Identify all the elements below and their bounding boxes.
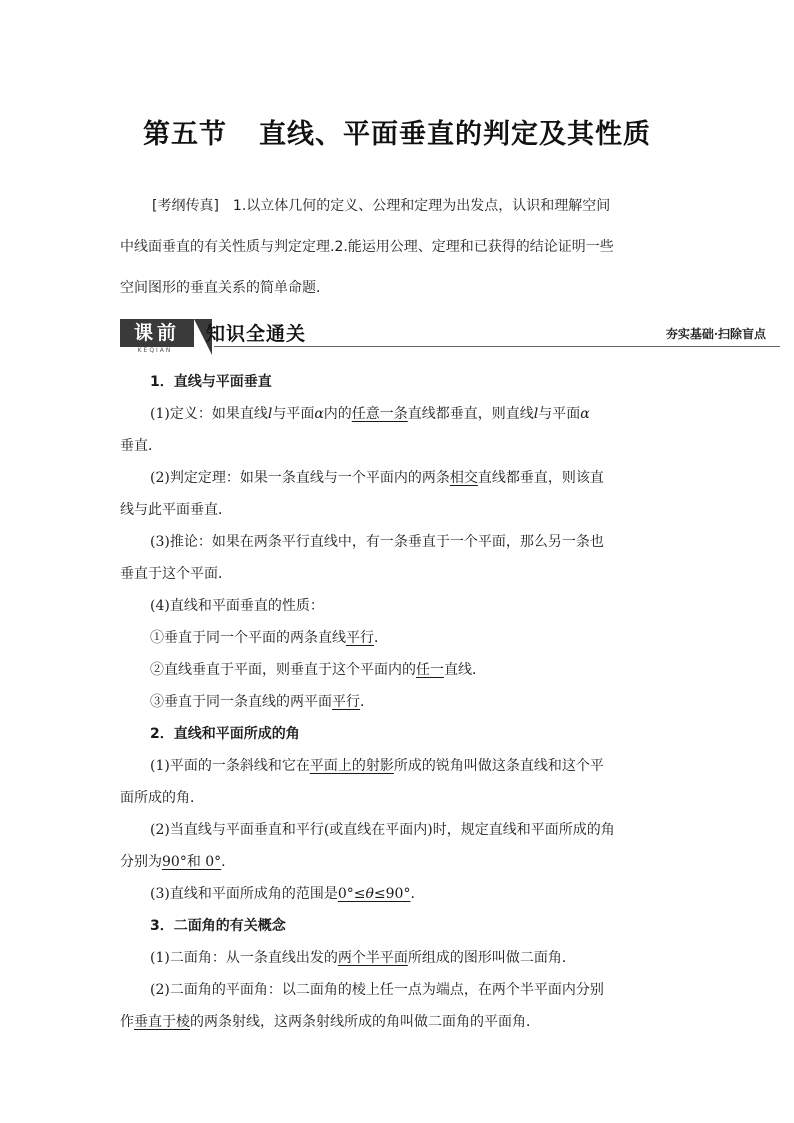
answer-underline: 相交 — [449, 470, 478, 486]
paragraph-dihedral-plane-angle: (2)二面角的平面角：以二面角的棱上任一点为端点，在两个半平面内分别 — [150, 982, 604, 998]
page-title — [0, 112, 794, 151]
paragraph-definition-cont: 垂直． — [120, 438, 162, 454]
answer-underline: 垂直于棱 — [134, 1014, 190, 1030]
paragraph-corollary-cont: 垂直于这个平面． — [120, 566, 232, 582]
answer-underline: 平行 — [346, 630, 374, 646]
section-heading-1: 1．直线与平面垂直 — [150, 374, 272, 390]
banner-badge-pinyin: KEQIAN — [137, 347, 173, 354]
paragraph-theorem-cont: 线与此平面垂直． — [120, 502, 232, 518]
answer-underline: 平行 — [332, 694, 360, 710]
paragraph-angle-def-cont: 面所成的角． — [120, 790, 204, 806]
section-banner — [118, 315, 780, 355]
answer-underline: 两个半平面 — [337, 950, 408, 966]
property-item-2: ②直线垂直于平面，则垂直于这个平面内的任一直线． — [150, 662, 486, 678]
section-number: 第五节 — [143, 119, 227, 150]
banner-title: 知识全通关 — [206, 323, 307, 345]
property-item-3: ③垂直于同一条直线的两平面平行． — [150, 694, 374, 710]
answer-underline: 平面上的射影 — [309, 758, 394, 774]
answer-underline: 0°≤θ≤90° — [337, 886, 411, 902]
banner-rule — [214, 346, 780, 347]
section-heading-3: 3．二面角的有关概念 — [150, 918, 286, 934]
paragraph-angle-special: (2)当直线与平面垂直和平行(或直线在平面内)时，规定直线和平面所成的角 — [150, 822, 615, 838]
paragraph-angle-range: (3)直线和平面所成角的范围是0°≤θ≤90°. — [150, 886, 415, 902]
paragraph-definition: (1)定义：如果直线l与平面α内的任意一条直线都垂直，则直线l与平面α — [150, 406, 590, 422]
property-item-1: ①垂直于同一个平面的两条直线平行． — [150, 630, 388, 646]
section-heading-2: 2．直线和平面所成的角 — [150, 726, 300, 742]
banner-tagline: 夯实基础·扫除盲点 — [665, 327, 766, 341]
paragraph-dihedral-def: (1)二面角：从一条直线出发的两个半平面所组成的图形叫做二面角． — [150, 950, 576, 966]
syllabus-intro — [120, 186, 676, 309]
answer-underline: 任意一条 — [351, 406, 408, 422]
paragraph-corollary: (3)推论：如果在两条平行直线中，有一条垂直于一个平面，那么另一条也 — [150, 534, 604, 550]
intro-line-2: 中线面垂直的有关性质与判定定理.2.能运用公理、定理和已获得的结论证明一些 — [120, 239, 614, 255]
paragraph-dihedral-plane-angle-cont: 作垂直于棱的两条射线，这两条射线所成的角叫做二面角的平面角． — [120, 1014, 540, 1030]
banner-badge: 课前 — [120, 319, 194, 347]
answer-underline: 任一 — [416, 662, 444, 678]
paragraph-angle-def: (1)平面的一条斜线和它在平面上的射影所成的锐角叫做这条直线和这个平 — [150, 758, 604, 774]
paragraph-properties: (4)直线和平面垂直的性质： — [150, 598, 324, 614]
section-title: 直线、平面垂直的判定及其性质 — [259, 119, 651, 150]
paragraph-theorem: (2)判定定理：如果一条直线与一个平面内的两条相交直线都垂直，则该直 — [150, 470, 604, 486]
answer-underline: 90°和 0° — [162, 854, 222, 870]
intro-line-1: [考纲传真] 1.以立体几何的定义、公理和定理为出发点，认识和理解空间 — [152, 198, 611, 214]
intro-line-3: 空间图形的垂直关系的简单命题． — [120, 280, 330, 296]
paragraph-angle-special-cont: 分别为90°和 0°. — [120, 854, 226, 870]
main-content — [120, 366, 680, 1038]
